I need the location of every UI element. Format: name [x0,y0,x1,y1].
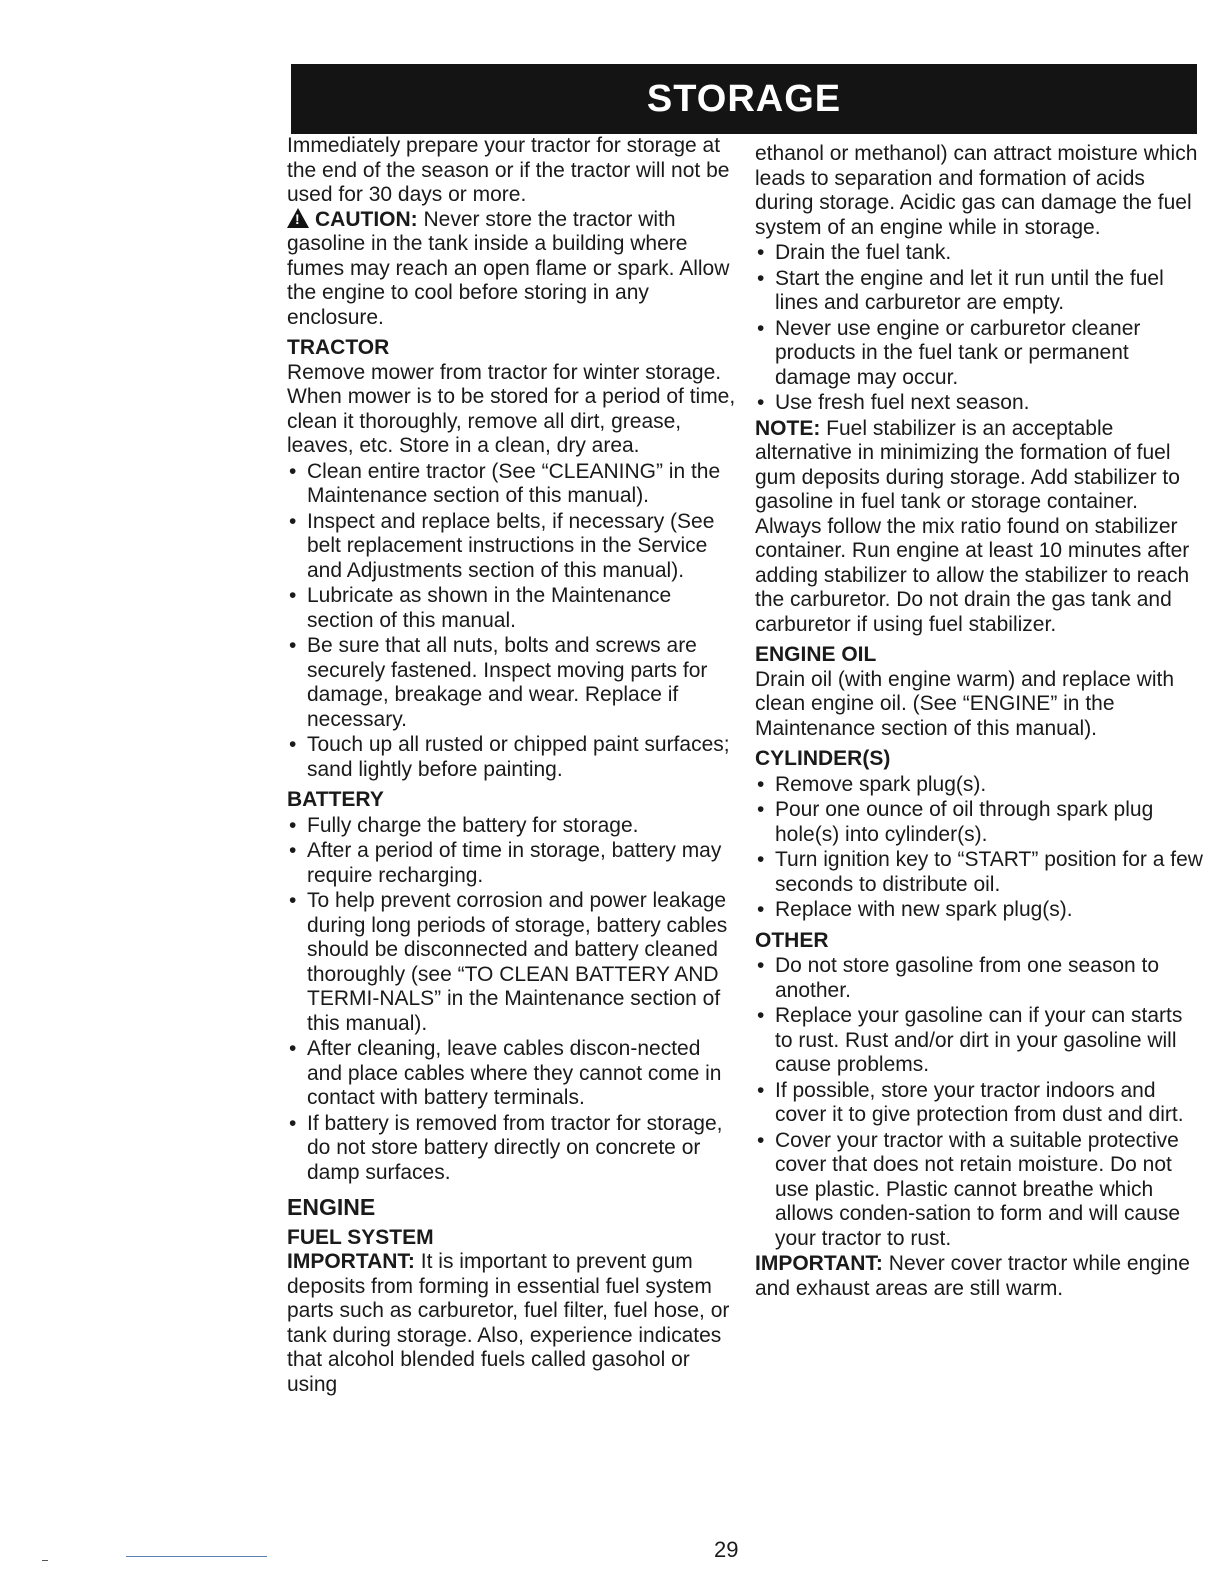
right-column [755,142,1205,1301]
footer-mark [42,1560,48,1561]
fuel-system-heading: FUEL SYSTEM [287,1225,434,1249]
other-heading: OTHER [755,928,829,952]
page-banner [291,64,1197,134]
note-text: Fuel stabilizer is an acceptable alternative in minimizing the formation of fuel gum deposits during storage. Add stabilizer to gasoline in fuel tank or storage container. Always follow the mix ratio found on stabilizer container. Run engine at least 10 minutes after adding stabilizer to allow the stabilizer to reach the carburetor. Do not drain the gas tank and carburetor if using fuel stabilizer. [755,416,1190,636]
list-item: • Use fresh fuel next season. [755,391,1205,416]
other-important-paragraph [755,1252,1205,1301]
list-item: • Touch up all rusted or chipped paint surfaces; sand lightly before painting. [287,733,737,782]
caution-text: Never store the tractor with gasoline in the tank inside a building where fumes may reach an open flame or spark. Allow the engine to cool before storing in any enclosure. [287,207,730,329]
battery-heading: BATTERY [287,788,384,811]
important-text: Never cover tractor while engine and exhaust areas are still warm. [755,1252,1190,1300]
engine-oil-heading: ENGINE OIL [755,643,877,666]
important-text: It is important to prevent gum deposits from forming in essential fuel system parts such as carburetor, fuel filter, fuel hose, or tank during storage. Also, experience indicates that alcohol blended fuels called gasohol or using [287,1250,730,1396]
list-item: • Inspect and replace belts, if necessary (See belt replacement instructions in the Service and Adjustments section of this manual). [287,510,737,584]
important-label: IMPORTANT: [287,1250,415,1273]
note-label: NOTE: [755,416,821,440]
list-item: • If battery is removed from tractor for storage, do not store battery directly on concrete or damp surfaces. [287,1112,737,1186]
cylinders-list [755,773,1205,923]
list-item: • Be sure that all nuts, bolts and screws are securely fastened. Inspect moving parts for damage, breakage and wear. Replace if necessary. [287,634,737,732]
fuel-list [755,241,1205,416]
cylinders-heading: CYLINDER(S) [755,747,891,770]
tractor-text: Remove mower from tractor for winter storage. When mower is to be stored for a period of time, clean it thoroughly, remove all dirt, grease, leaves, etc. Store in a clean, dry area. [287,360,736,457]
list-item: • Replace with new spark plug(s). [755,898,1205,923]
caution-label: CAUTION: [315,207,418,231]
list-item: • Replace your gasoline can if your can starts to rust. Rust and/or dirt in your gasoline will cause problems. [755,1004,1205,1078]
list-item: • Clean entire tractor (See “CLEANING” in the Maintenance section of this manual). [287,460,737,509]
list-item: • Drain the fuel tank. [755,241,1205,266]
warning-triangle-icon [287,208,309,228]
list-item: • To help prevent corrosion and power leakage during long periods of storage, battery cables should be disconnected and battery cleaned thoroughly (see “TO CLEAN BATTERY AND TERMI-NALS” in the Maintenance section of this manual). [287,889,737,1036]
engine-oil-text: Drain oil (with engine warm) and replace with clean engine oil. (See “ENGINE” in the Maintenance section of this manual). [755,667,1175,740]
other-list [755,954,1205,1251]
list-item: • After a period of time in storage, battery may require recharging. [287,839,737,888]
footer-rule [126,1556,267,1557]
fuel-continued-paragraph: ethanol or methanol) can attract moisture which leads to separation and formation of acids during storage. Acidic gas can damage the fuel system of an engine while in storage. [755,142,1198,239]
important-label: IMPORTANT: [755,1252,883,1275]
list-item: • Never use engine or carburetor cleaner products in the fuel tank or permanent damage may occur. [755,317,1205,391]
page-number: 29 [714,1537,739,1562]
left-column [287,134,737,1397]
engine-heading: ENGINE [287,1194,376,1220]
battery-list [287,814,737,1186]
list-item: • After cleaning, leave cables discon-nected and place cables where they cannot come in contact with battery terminals. [287,1037,737,1111]
list-item: • Fully charge the battery for storage. [287,814,737,839]
tractor-list [287,460,737,783]
list-item: • Turn ignition key to “START” position for a few seconds to distribute oil. [755,848,1205,897]
list-item: • Lubricate as shown in the Maintenance section of this manual. [287,584,737,633]
caution-paragraph [287,208,737,331]
page-title: STORAGE [646,78,842,120]
list-item: • Cover your tractor with a suitable protective cover that does not retain moisture. Do not use plastic. Plastic cannot breathe which allows conden-sation to form and will cause your tractor to rust. [755,1129,1205,1252]
list-item: • Pour one ounce of oil through spark plug hole(s) into cylinder(s). [755,798,1205,847]
list-item: • Remove spark plug(s). [755,773,1205,798]
list-item: • Start the engine and let it run until the fuel lines and carburetor are empty. [755,267,1205,316]
list-item: • Do not store gasoline from one season to another. [755,954,1205,1003]
list-item: • If possible, store your tractor indoors and cover it to give protection from dust and dirt. [755,1079,1205,1128]
fuel-important-paragraph [287,1250,737,1397]
intro-paragraph: Immediately prepare your tractor for storage at the end of the season or if the tractor will not be used for 30 days or more. [287,134,730,206]
tractor-heading: TRACTOR [287,336,390,359]
note-paragraph [755,417,1205,638]
